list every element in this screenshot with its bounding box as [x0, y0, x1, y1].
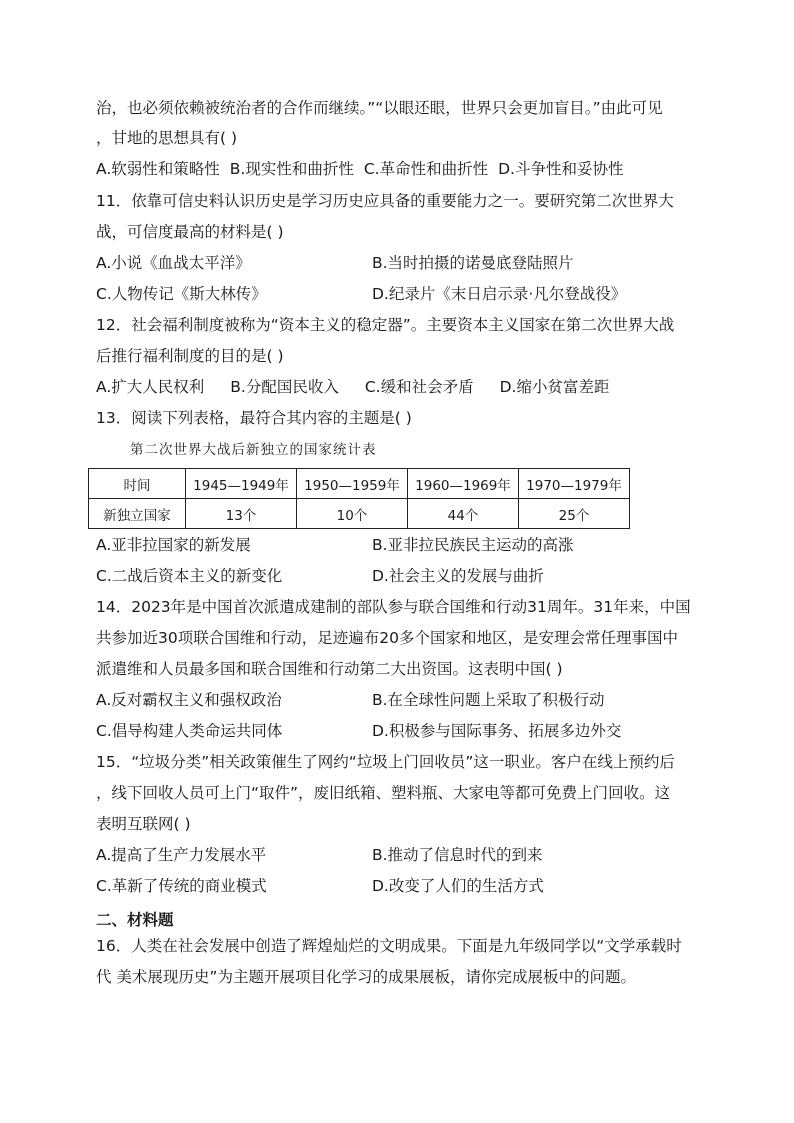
- q11-options-row-2: [96, 282, 706, 306]
- q11-stem-line-2: 战，可信度最高的材料是( ): [96, 223, 284, 241]
- table-cell-period: 1950—1959年: [297, 469, 408, 499]
- q14-stem-line-2: 共参加近30项联合国维和行动，足迹遍布20多个国家和地区，是安理会常任理事国中: [96, 629, 678, 647]
- q14-option-b: B.在全球性问题上采取了积极行动: [372, 691, 605, 709]
- q16-stem-line-1: 16．人类在社会发展中创造了辉煌灿烂的文明成果。下面是九年级同学以“文学承载时: [96, 937, 682, 955]
- q11-option-c: C.人物传记《斯大林传》: [96, 285, 267, 303]
- q15-options-row-2: [96, 874, 706, 898]
- q13-stats-table: [88, 468, 630, 529]
- q16-stem-line-2: 代 美术展现历史”为主题开展项目化学习的成果展板，请你完成展板中的问题。: [96, 968, 636, 986]
- q10-stem-line-1: 治，也必须依赖被统治者的合作而继续。”“以眼还眼，世界只会更加盲目。”由此可见: [96, 99, 663, 117]
- table-cell-header-label: 时间: [89, 469, 186, 499]
- q11-stem-line-1: 11．依靠可信史料认识历史是学习历史应具备的重要能力之一。要研究第二次世界大: [96, 192, 674, 210]
- q13-option-a: A.亚非拉国家的新发展: [96, 536, 251, 554]
- table-cell-period: 1960—1969年: [408, 469, 519, 499]
- q14-option-a: A.反对霸权主义和强权政治: [96, 691, 282, 709]
- q12-option-d: D.缩小贫富差距: [499, 378, 610, 396]
- q15-option-d: D.改变了人们的生活方式: [372, 877, 544, 895]
- q12-stem-line-1: 12．社会福利制度被称为“资本主义的稳定器”。主要资本主义国家在第二次世界大战: [96, 316, 675, 334]
- q15-options-row-1: [96, 843, 706, 867]
- q15-option-b: B.推动了信息时代的到来: [372, 846, 543, 864]
- q15-option-a: A.提高了生产力发展水平: [96, 846, 267, 864]
- q13-options-row-2: [96, 564, 706, 588]
- q13-option-b: B.亚非拉民族民主运动的高涨: [372, 536, 574, 554]
- section-heading: 二、材料题: [96, 911, 174, 929]
- q15-stem-line-2: ，线下回收人员可上门“取件”，废旧纸箱、塑料瓶、大家电等都可免费上门回收。这: [96, 784, 671, 802]
- q10-option-b: B.现实性和曲折性: [229, 160, 354, 178]
- table-cell-period: 1945—1949年: [186, 469, 297, 499]
- table-cell-row-label: 新独立国家: [89, 499, 186, 529]
- q12-option-a: A.扩大人民权利: [96, 378, 205, 396]
- q13-option-d: D.社会主义的发展与曲折: [372, 567, 544, 585]
- q14-stem-line-3: 派遣维和人员最多国和联合国维和行动第二大出资国。这表明中国( ): [96, 660, 563, 678]
- q10-stem-line-2: ，甘地的思想具有( ): [96, 129, 238, 147]
- q12-option-b: B.分配国民收入: [230, 378, 339, 396]
- q14-stem-line-1: 14．2023年是中国首次派遣成建制的部队参与联合国维和行动31周年。31年来，中国: [96, 598, 691, 616]
- q14-options-row-1: [96, 688, 706, 712]
- q13-option-c: C.二战后资本主义的新变化: [96, 567, 283, 585]
- q11-option-b: B.当时拍摄的诺曼底登陆照片: [372, 254, 574, 272]
- table-row: [89, 499, 630, 529]
- table-cell-count: 10个: [297, 499, 408, 529]
- q10-option-a: A.软弱性和策略性: [96, 160, 220, 178]
- q12-stem-line-2: 后推行福利制度的目的是( ): [96, 347, 284, 365]
- q13-table-caption: 第二次世界大战后新独立的国家统计表: [130, 442, 377, 458]
- table-row: [89, 469, 630, 499]
- q15-stem-line-3: 表明互联网( ): [96, 815, 191, 833]
- q10-option-d: D.斗争性和妥协性: [498, 160, 624, 178]
- q14-option-c: C.倡导构建人类命运共同体: [96, 722, 283, 740]
- table-cell-period: 1970—1979年: [519, 469, 630, 499]
- table-cell-count: 44个: [408, 499, 519, 529]
- q11-option-a: A.小说《血战太平洋》: [96, 254, 251, 272]
- q12-options: [96, 375, 619, 399]
- q11-options-row-1: [96, 251, 706, 275]
- q10-options: [96, 157, 633, 181]
- q13-stem-line-1: 13．阅读下列表格，最符合其内容的主题是( ): [96, 409, 412, 427]
- q14-option-d: D.积极参与国际事务、拓展多边外交: [372, 722, 622, 740]
- q15-stem-line-1: 15．“垃圾分类”相关政策催生了网约“垃圾上门回收员”这一职业。客户在线上预约后: [96, 753, 675, 771]
- table-cell-count: 13个: [186, 499, 297, 529]
- q15-option-c: C.革新了传统的商业模式: [96, 877, 267, 895]
- q11-option-d: D.纪录片《末日启示录·凡尔登战役》: [372, 285, 627, 303]
- q10-option-c: C.革命性和曲折性: [363, 160, 489, 178]
- q12-option-c: C.缓和社会矛盾: [364, 378, 474, 396]
- table-cell-count: 25个: [519, 499, 630, 529]
- q14-options-row-2: [96, 719, 706, 743]
- q13-options-row-1: [96, 533, 706, 557]
